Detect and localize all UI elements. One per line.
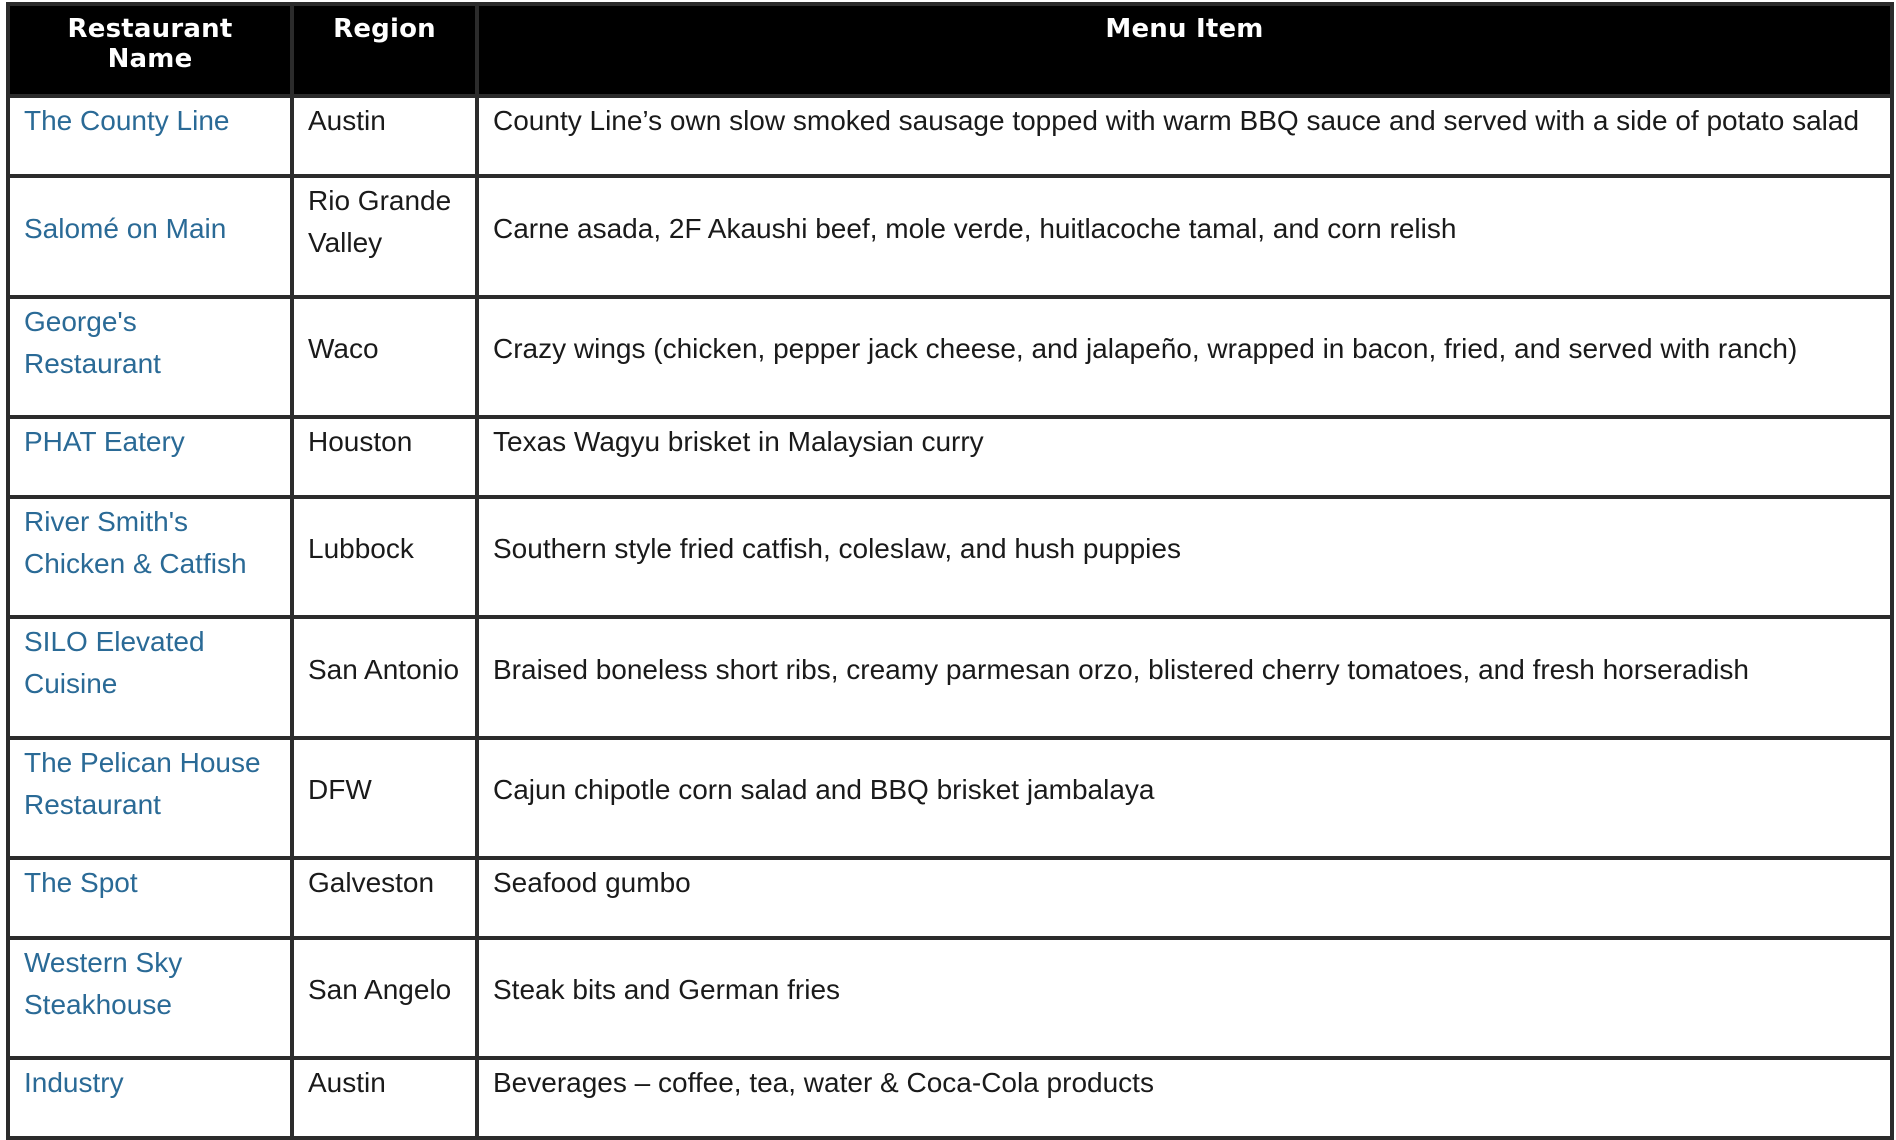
region-cell: Galveston [292,858,477,938]
header-row [8,4,1892,96]
region-cell: Austin [292,1058,477,1138]
restaurant-name-cell [8,96,292,176]
restaurant-link[interactable]: SILO Elevated Cuisine [24,626,205,699]
table-row [8,297,1892,417]
restaurant-link[interactable]: Salomé on Main [24,212,227,244]
region-cell: Austin [292,96,477,176]
restaurant-link[interactable]: The Pelican House Restaurant [24,747,261,820]
menu-item-cell: Crazy wings (chicken, pepper jack cheese, and jalapeño, wrapped in bacon, fried, and served with ranch) [477,297,1892,417]
table-row [8,417,1892,497]
restaurant-link[interactable]: River Smith's Chicken & Catfish [24,506,247,579]
restaurant-name-cell [8,938,292,1058]
menu-item-cell: Cajun chipotle corn salad and BBQ brisket jambalaya [477,738,1892,858]
restaurant-link[interactable]: Industry [24,1067,124,1098]
region-cell: Rio Grande Valley [292,176,477,297]
restaurant-name-cell [8,617,292,738]
table-row [8,176,1892,297]
table-row [8,738,1892,858]
menu-item-cell: Braised boneless short ribs, creamy parmesan orzo, blistered cherry tomatoes, and fresh horseradish [477,617,1892,738]
restaurant-link[interactable]: The County Line [24,105,230,136]
menu-item-cell: Beverages – coffee, tea, water & Coca-Cola products [477,1058,1892,1138]
restaurant-link[interactable]: George's Restaurant [24,306,161,379]
region-cell: San Antonio [292,617,477,738]
restaurant-name-cell [8,858,292,938]
restaurant-name-cell [8,417,292,497]
restaurant-name-cell [8,176,292,297]
restaurant-link[interactable]: PHAT Eatery [24,426,185,457]
region-cell: Waco [292,297,477,417]
header-menu-item: Menu Item [477,4,1892,96]
region-cell: Houston [292,417,477,497]
table-row [8,858,1892,938]
header-restaurant-name: Restaurant Name [8,4,292,96]
table-row [8,96,1892,176]
restaurant-name-cell [8,1058,292,1138]
table-row [8,1058,1892,1138]
region-cell: DFW [292,738,477,858]
table-row [8,497,1892,617]
restaurant-name-cell [8,738,292,858]
restaurant-link[interactable]: Western Sky Steakhouse [24,947,183,1020]
menu-item-cell: Texas Wagyu brisket in Malaysian curry [477,417,1892,497]
restaurant-menu-table [6,2,1894,1140]
header-region: Region [292,4,477,96]
menu-item-cell: Steak bits and German fries [477,938,1892,1058]
restaurant-name-cell [8,497,292,617]
menu-item-cell: Seafood gumbo [477,858,1892,938]
menu-item-cell: Southern style fried catfish, coleslaw, and hush puppies [477,497,1892,617]
restaurant-table-container [6,2,1890,1140]
restaurant-link[interactable]: The Spot [24,867,138,898]
table-row [8,617,1892,738]
menu-item-cell: Carne asada, 2F Akaushi beef, mole verde, huitlacoche tamal, and corn relish [477,176,1892,297]
table-row [8,938,1892,1058]
menu-item-cell: County Line’s own slow smoked sausage topped with warm BBQ sauce and served with a side of potato salad [477,96,1892,176]
region-cell: Lubbock [292,497,477,617]
region-cell: San Angelo [292,938,477,1058]
restaurant-name-cell [8,297,292,417]
